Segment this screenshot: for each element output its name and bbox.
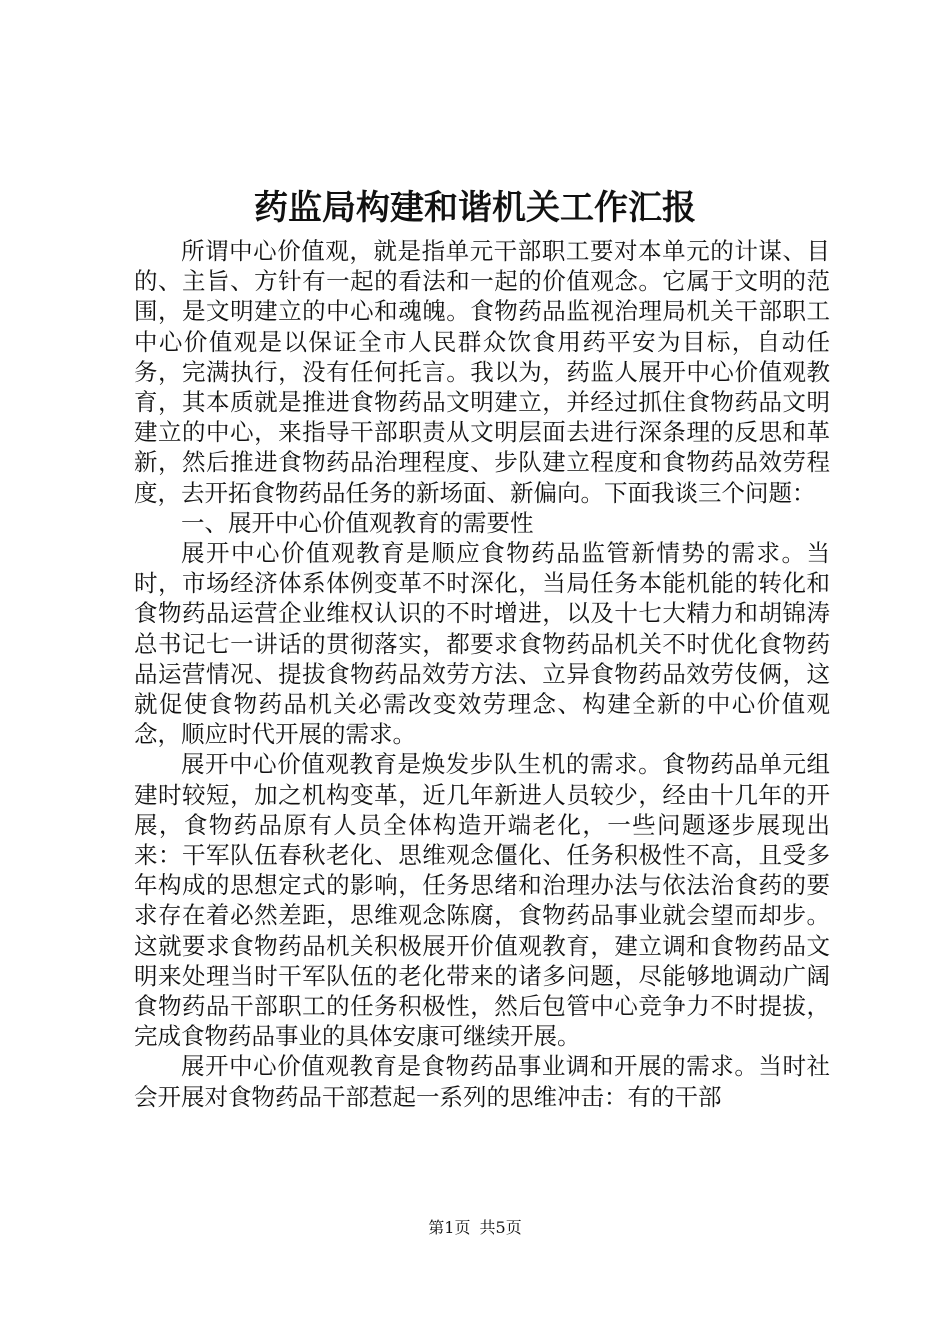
paragraph-3: 展开中心价值观教育是食物药品事业调和开展的需求。当时社会开展对食物药品干部惹起一系列的思维冲击：有的干部 [134, 1052, 830, 1111]
paragraph-1: 展开中心价值观教育是顺应食物药品监管新情势的需求。当时，市场经济体系体例变革不时深化，当局任务本能机能的转化和食物药品运营企业维权认识的不时增进，以及十七大精力和胡锦涛总书记七一讲话的贯彻落实，都要求食物药品机关不时优化食物药品运营情况、提拔食物药品效劳方法、立异食物药品效劳伎俩，这就促使食物药品机关必需改变效劳理念、构建全新的中心价值观念，顺应时代开展的需求。 [134, 539, 830, 749]
page-total: 共5页 [479, 1218, 522, 1237]
page-number: 第1页 [428, 1218, 471, 1237]
document-body [134, 236, 830, 1112]
page-footer [0, 1217, 950, 1239]
paragraph-intro: 所谓中心价值观，就是指单元干部职工要对本单元的计谋、目的、主旨、方针有一起的看法和一起的价值观念。它属于文明的范围，是文明建立的中心和魂魄。食物药品监视治理局机关干部职工中心价值观是以保证全市人民群众饮食用药平安为目标，自动任务，完满执行，没有任何托言。我以为，药监人展开中心价值观教育，其本质就是推进食物药品文明建立，并经过抓住食物药品文明建立的中心，来指导干部职责从文明层面去进行深条理的反思和革新，然后推进食物药品治理程度、步队建立程度和食物药品效劳程度，去开拓食物药品任务的新场面、新偏向。下面我谈三个问题： [134, 237, 830, 507]
section-heading: 一、展开中心价值观教育的需要性 [181, 508, 534, 537]
paragraph-2: 展开中心价值观教育是焕发步队生机的需求。食物药品单元组建时较短，加之机构变革，近几年新进人员较少，经由十几年的开展，食物药品原有人员全体构造开端老化，一些问题逐步展现出来：干军队伍春秋老化、思维观念僵化、任务积极性不高，且受多年构成的思想定式的影响，任务思绪和治理办法与依法治食药的要求存在着必然差距，思维观念陈腐，食物药品事业就会望而却步。这就要求食物药品机关积极展开价值观教育，建立调和食物药品文明来处理当时干军队伍的老化带来的诸多问题，尽能够地调动广阔食物药品干部职工的任务积极性，然后包管中心竞争力不时提拔，完成食物药品事业的具体安康可继续开展。 [134, 750, 830, 1051]
document-title: 药监局构建和谐机关工作汇报 [254, 188, 696, 228]
